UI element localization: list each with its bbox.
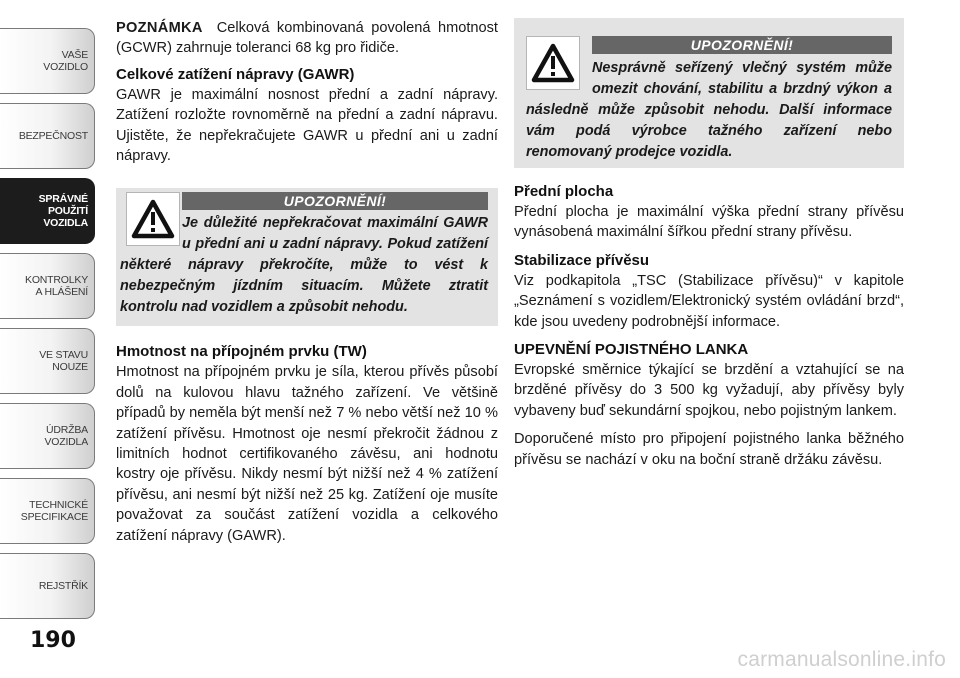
tab-label: VE STAVU NOUZE <box>39 349 88 373</box>
warning-text: Je důležité nepřekračovat maximální GAWR u přední ani u zadní nápravy. Pokud zatížení některé nápravy překročíte, může to vést k nebezpečným jízdním situacím. Můžete ztratit kontrolu nad vozidlem a způsobit nehodu. <box>120 215 488 316</box>
note-paragraph <box>116 18 498 59</box>
tab-label: TECHNICKÉ SPECIFIKACE <box>20 499 88 523</box>
warning-text-wrap <box>526 58 892 163</box>
front-area-heading: Přední plocha <box>514 183 614 200</box>
tab-technicke-specifikace[interactable] <box>0 478 95 544</box>
gawr-text: GAWR je maximální nosnost přední a zadní nápravy. Zatížení rozložte rovnoměrně na přední a zadní nápravu. Ujistěte, že nepřekračujete GAWR u přední ani u zadní nápravy. <box>116 86 498 165</box>
tab-label: BEZPEČNOST <box>18 130 88 142</box>
stabilization-heading: Stabilizace přívěsu <box>514 251 650 269</box>
front-area-text: Přední plocha je maximální výška přední strany přívěsu vynásobená maximální šířkou přední strany přívěsu. <box>514 204 904 241</box>
gawr-heading: Celkové zatížení nápravy (GAWR) <box>116 65 355 83</box>
watermark: carmanualsonline.info <box>737 648 946 671</box>
page-number: 190 <box>30 628 76 653</box>
left-column <box>116 18 498 546</box>
tw-text: Hmotnost na přípojném prvku je síla, kterou přívěs působí dolů na kulovou hlavu tažného zařízení. Ve většině případů by neměla být menší než 7 % nebo větší než 10 % zatížení přívěsu. Hmotnost oje nesmí překročit žádnou z limitních hodnot certifikovaného závěsu, ani hodnotu kostry oje přívěsu. Nikdy nesmí být nižší než 4 % zatížení přívěsu, ani nesmí být nižší než 25 kg. Zatížení oje musíte považovat za součást zatížení vozidla a celkového zatížení nápravy (GAWR). <box>116 364 498 544</box>
warning-box <box>116 188 498 326</box>
tab-udrzba-vozidla[interactable] <box>0 403 95 469</box>
note-label: POZNÁMKA <box>116 20 203 36</box>
warning-text: Nesprávně seřízený vlečný systém může omezit chování, stabilitu a brzdný výkon a následně může způsobit nehodu. Další informace vám podá výrobce tažného zařízení nebo renomovaný prodejce vozidla. <box>526 60 892 160</box>
tab-label: SPRÁVNÉ POUŽITÍ VOZIDLA <box>38 193 88 229</box>
tab-rejstrik[interactable] <box>0 553 95 619</box>
warning-title: UPOZORNĚNÍ! <box>592 36 892 54</box>
safety-cable-text-2: Doporučené místo pro připojení pojistného lanka běžného přívěsu se nachází v oku na boční straně držáku závěsu. <box>514 431 904 468</box>
warning-box <box>514 18 904 168</box>
tab-label: ÚDRŽBA VOZIDLA <box>44 424 88 448</box>
tab-kontrolky-a-hlaseni[interactable] <box>0 253 95 319</box>
tab-vase-vozidlo[interactable] <box>0 28 95 94</box>
safety-cable-text: Evropské směrnice týkající se brzdění a vztahující se na brzděné přívěsy do 3 500 kg vyžadují, aby přívěsy byly vybaveny buď sekundární spojkou, nebo pojistným lankem. <box>514 362 904 419</box>
tab-label: REJSTŘÍK <box>38 580 88 592</box>
safety-cable-heading: UPEVNĚNÍ POJISTNÉHO LANKA <box>514 341 749 359</box>
warning-title: UPOZORNĚNÍ! <box>182 192 488 210</box>
note-text: Celková kombinovaná povolená hmotnost (GCWR) zahrnuje toleranci 68 kg pro řidiče. <box>116 20 498 57</box>
tab-label: KONTROLKY A HLÁŠENÍ <box>25 274 88 298</box>
tw-heading: Hmotnost na přípojném prvku (TW) <box>116 343 367 361</box>
tab-bezpecnost[interactable] <box>0 103 95 169</box>
tab-label: VAŠE VOZIDLO <box>43 49 88 73</box>
tab-ve-stavu-nouze[interactable] <box>0 328 95 394</box>
stabilization-text: Viz podkapitola „TSC (Stabilizace přívěsu)“ v kapitole „Seznámení s vozidlem/Elektronický systém ovládání brzd“, kde jsou uvedeny podrobnější informace. <box>514 272 904 330</box>
tab-spravne-pouziti-vozidla[interactable] <box>0 178 95 244</box>
warning-text-wrap <box>120 213 488 318</box>
right-column <box>514 18 904 470</box>
